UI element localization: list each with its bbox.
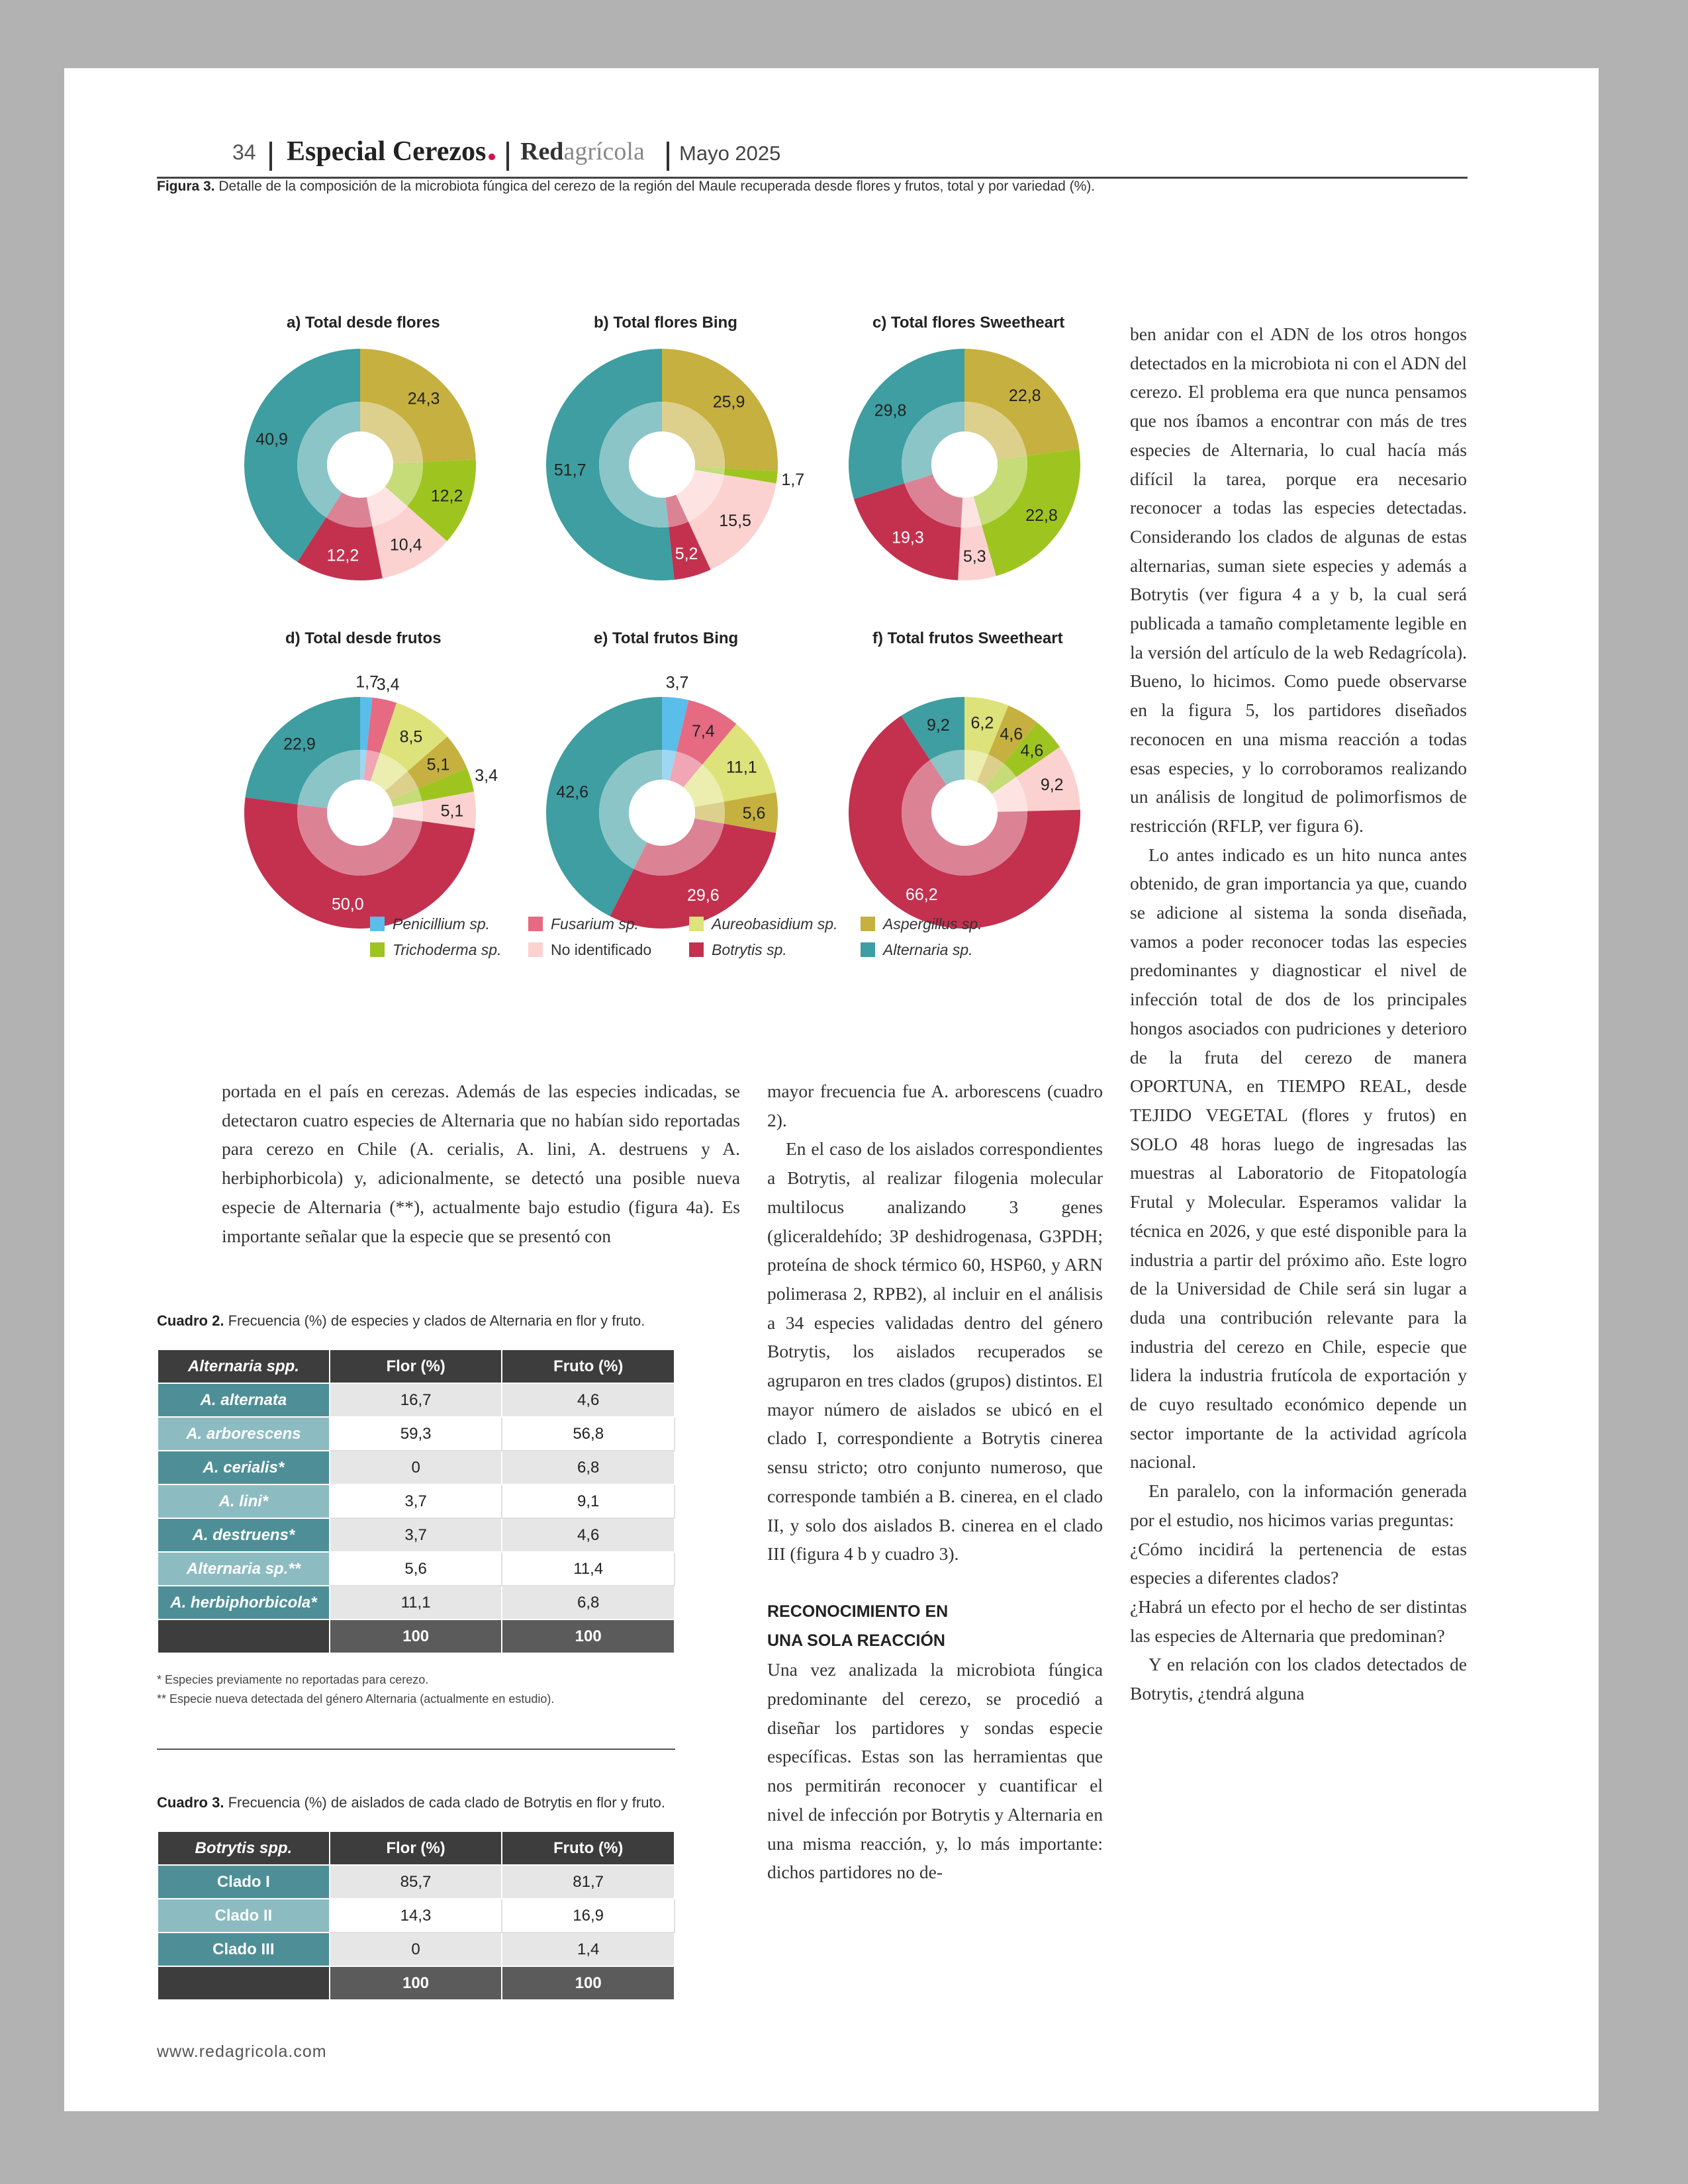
pie-data-label: 5,1	[426, 755, 450, 774]
chart-title-e: e) Total frutos Bing	[594, 629, 739, 647]
pie-data-label: 24,3	[407, 389, 440, 408]
table-row: A. destruens* 3,7 4,6	[158, 1518, 675, 1552]
pie-data-label: 11,1	[726, 758, 757, 777]
paragraph: Y en relación con los clados detectados de Botrytis, ¿tendrá alguna	[1130, 1654, 1467, 1704]
pie-data-label: 1,7	[355, 672, 379, 692]
pie-chart-d	[244, 672, 498, 929]
donut-hole	[327, 432, 393, 498]
pie-data-label: 4,6	[1020, 741, 1044, 760]
figure-caption: Figura 3. Detalle de la composición de la microbiota fúngica del cerezo de la región del Maule recuperada desde flores y frutos, total y por variedad (%).	[157, 179, 1096, 194]
pie-data-label: 19,3	[892, 528, 924, 547]
pie-data-label: 5,3	[962, 547, 986, 567]
pie-data-label: 7,4	[691, 721, 715, 741]
header-divider	[667, 142, 669, 171]
legend-swatch	[689, 942, 704, 957]
paragraph: Lo antes indicado es un hito nunca antes obtenido, de gran importancia ya que, cuando se adicione al sistema la sonda diseñada, vamos a poder reconocer todas las especies predominantes y diagnosticar el nivel de infección total de dos de los principales hongos asociados con pudriciones y deterioro de la fruta del cerezo de manera OPORTUNA, en TIEMPO REAL, desde TEJIDO VEGETAL (flores y frutos) en SOLO 48 horas luego de ingresadas las muestras al Laboratorio de Fitopatología Frutal y Molecular. Esperamos validar la técnica en 2026, y que esté disponible para la industria a partir del próximo año. Este logro de la Universidad de Chile será sin lugar a duda una contribución relevante para la industria del cerezo en Chile, especie que lidera la industria frutícola de exportación y de cuyo resultado económico depende un sector importante de la actividad agrícola nacional.	[1130, 844, 1467, 1473]
table-row: A. arborescens 59,3 56,8	[158, 1417, 675, 1451]
paragraph: Una vez analizada la microbiota fúngica predominante del cerezo, se procedió a diseñar los partidores y sondas especie específicas. Estas son las herramientas que nos permitirán reconocer y cuantificar el nivel de infección por Botrytis y Alternaria en una misma reacción, y, lo más importante: dichos partidores no de-	[767, 1659, 1103, 1883]
legend-swatch	[689, 917, 704, 931]
paragraph: ¿Habrá un efecto por el hecho de ser distintas las especies de Alternaria que predominan?	[1130, 1596, 1467, 1646]
table-row: Clado III 0 1,4	[158, 1933, 675, 1966]
footer-url: www.redagricola.com	[157, 2042, 327, 2061]
donut-hole	[931, 432, 998, 498]
legend-swatch	[528, 917, 543, 931]
page-number: 34	[232, 140, 256, 164]
table-3	[157, 1831, 675, 2001]
pie-data-label: 1,7	[781, 470, 805, 489]
paragraph: mayor frecuencia fue A. arborescens (cuadro 2).	[767, 1081, 1103, 1130]
paragraph: ¿Cómo incidirá la pertenencia de estas especies a diferentes clados?	[1130, 1538, 1467, 1588]
table-2-caption: Cuadro 2. Frecuencia (%) de especies y clados de Alternaria en flor y fruto.	[157, 1312, 645, 1329]
pie-chart-e	[546, 673, 778, 929]
pie-data-label: 9,2	[926, 715, 950, 735]
header-divider	[506, 142, 509, 171]
pie-data-label: 22,9	[283, 735, 316, 754]
pie-chart-f	[849, 697, 1080, 929]
pie-data-label: 9,2	[1040, 776, 1064, 795]
table-row: A. alternata 16,7 4,6	[158, 1383, 675, 1417]
body-column-1	[222, 1077, 740, 1250]
chart-title-d: d) Total desde frutos	[285, 629, 442, 647]
table-row: Alternaria sp.** 5,6 11,4	[158, 1552, 675, 1586]
pie-chart-b	[546, 349, 805, 580]
body-column-2	[767, 1077, 1103, 1887]
table-row: Clado II 14,3 16,9	[158, 1899, 675, 1933]
issue-date: Mayo 2025	[679, 142, 781, 165]
pie-data-label: 29,6	[686, 886, 720, 905]
donut-hole	[931, 780, 998, 846]
table-2-footnote: ** Especie nueva detectada del género Alternaria (actualmente en estudio).	[157, 1692, 555, 1706]
pie-data-label: 29,8	[874, 401, 907, 420]
header-divider	[269, 142, 272, 171]
page-header	[157, 81, 1468, 179]
pie-data-label: 3,4	[475, 766, 498, 786]
pie-data-label: 40,9	[256, 430, 288, 449]
section-heading: RECONOCIMIENTO EN	[767, 1602, 949, 1621]
pie-data-label: 6,2	[970, 713, 994, 733]
pie-data-label: 3,7	[665, 673, 689, 692]
pie-data-label: 15,5	[719, 512, 751, 531]
chart-title-c: c) Total flores Sweetheart	[872, 314, 1065, 332]
chart-title-b: b) Total flores Bing	[594, 314, 737, 332]
pie-data-label: 12,2	[430, 486, 463, 506]
table-2	[157, 1349, 675, 1654]
table-row: A. cerialis* 0 6,8	[158, 1451, 675, 1484]
legend-swatch	[370, 917, 385, 931]
table-total-row: 100 100	[158, 1966, 675, 2000]
pie-data-label: 5,6	[742, 804, 766, 823]
pie-data-label: 5,1	[440, 801, 464, 821]
legend-swatch	[370, 942, 385, 957]
pie-data-label: 51,7	[553, 461, 586, 480]
table-row: A. lini* 3,7 9,1	[158, 1484, 675, 1518]
legend-swatch	[861, 917, 875, 931]
table-total-row: 100 100	[158, 1619, 675, 1653]
pie-data-label: 4,6	[1000, 725, 1023, 744]
table-3-caption: Cuadro 3. Frecuencia (%) de aislados de cada clado de Botrytis en flor y fruto.	[157, 1794, 665, 1811]
paragraph: En paralelo, con la información generada por el estudio, nos hicimos varias preguntas:	[1130, 1480, 1467, 1530]
pie-data-label: 42,6	[556, 782, 589, 801]
chart-title-a: a) Total desde flores	[287, 314, 440, 332]
section-heading: UNA SOLA REACCIÓN	[767, 1631, 945, 1650]
paragraph: portada en el país en cerezas. Además de las especies indicadas, se detectaron cuatro especies de Alternaria que no habían sido reportadas para cerezo en Chile (A. cerialis, A. lini, A. destruens y A. herbiphorbicola) y, adicionalmente, se detectó una posible nueva especie de Alternaria (**), actualmente bajo estudio (figura 4a). Es importante señalar que la especie que se presentó con	[222, 1081, 740, 1246]
pie-chart-c	[849, 349, 1080, 580]
pie-data-label: 5,2	[675, 544, 698, 563]
pie-data-label: 22,8	[1008, 387, 1041, 406]
pie-data-label: 66,2	[906, 886, 938, 905]
donut-hole	[327, 780, 393, 846]
table-row: A. herbiphorbicola* 11,1 6,8	[158, 1586, 675, 1619]
body-column-3	[1130, 320, 1467, 1708]
pie-data-label: 8,5	[399, 727, 423, 747]
pie-data-label: 12,2	[326, 546, 359, 565]
pie-data-label: 3,4	[376, 675, 400, 694]
pie-data-label: 50,0	[331, 895, 364, 914]
table-row: Clado I 85,7 81,7	[158, 1865, 675, 1899]
pie-data-label: 22,8	[1025, 506, 1058, 525]
paragraph: ben anidar con el ADN de los otros hongos detectados en la microbiota ni con el ADN del cerezo. El problema era que nunca pensamos que nos íbamos a encontrar con más de tres especies de Alternaria, lo cual hacía más difícil la tarea, porque era necesario reconocer a todas las especies detectadas. Considerando los clados de algunas de estas alternarias, suman siete especies y además a Botrytis (ver figura 4 a y b, la cual será publicada a tamaño completamente legible en la versión del artículo de la web Redagrícola). Bueno, lo hicimos. Como puede observarse en la figura 5, los partidores diseñados reconocen en una misma reacción a todas esas especies, y lo corroboramos realizando un análisis de longitud de polimorfismos de restricción (RFLP, ver figura 6).	[1130, 324, 1467, 836]
table-header-row: Botrytis spp. Flor (%) Fruto (%)	[158, 1831, 675, 1865]
section-title: Especial Cerezos	[287, 138, 495, 165]
pie-data-label: 25,9	[712, 392, 745, 412]
donut-hole	[629, 780, 695, 846]
pie-chart-a	[244, 349, 476, 580]
donut-hole	[629, 432, 695, 498]
table-header-row: Alternaria spp. Flor (%) Fruto (%)	[158, 1349, 675, 1383]
legend-swatch	[861, 942, 875, 957]
brand-dot	[489, 154, 495, 160]
publication-logo: Redagrícola	[520, 138, 645, 165]
paragraph: En el caso de los aislados correspondientes a Botrytis, al realizar filogenia molecular multilocus analizando 3 genes (gliceraldehído; 3P deshidrogenasa, G3PDH; proteína de shock térmico 60, HSP60, y ARN polimerasa 2, RPB2), al incluir en el análisis a 34 especies validadas dentro del género Botrytis, los aislados recuperados se agruparon en tres clados (grupos) distintos. El mayor número de aislados se ubicó en el clado I, correspondiente a Botrytis cinerea sensu stricto; otro conjunto numeroso, que corresponde también a B. cinerea, en el clado II, y solo dos aislados B. cinerea en el clado III (figura 4 b y cuadro 3).	[767, 1138, 1103, 1565]
divider	[157, 1749, 675, 1750]
legend-swatch	[528, 942, 543, 957]
pie-data-label: 10,4	[389, 535, 422, 555]
chart-title-f: f) Total frutos Sweetheart	[872, 629, 1063, 647]
table-2-footnote: * Especies previamente no reportadas para cerezo.	[157, 1673, 429, 1686]
